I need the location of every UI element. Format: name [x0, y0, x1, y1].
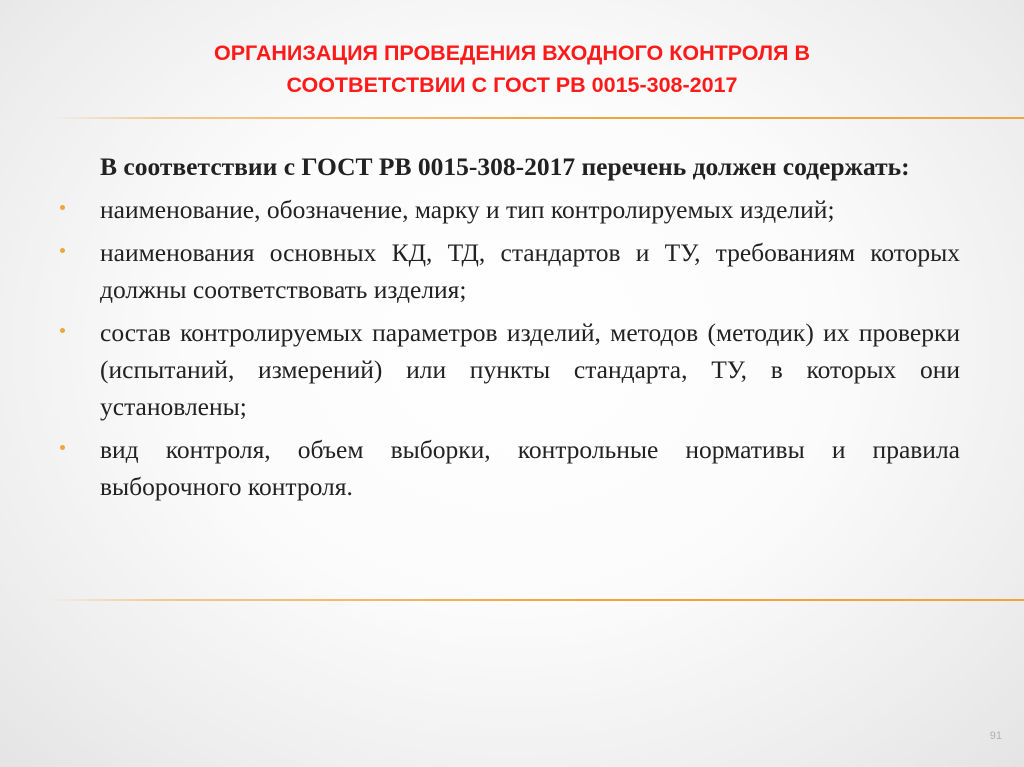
requirements-list	[60, 191, 960, 505]
list-item-text: наименования основных КД, ТД, стандартов и ТУ, требованиям которых должны соответствовать изделия;	[100, 238, 960, 304]
list-item	[60, 431, 960, 505]
page-number: 91	[989, 730, 1002, 742]
list-item	[60, 191, 960, 228]
list-item	[60, 234, 960, 308]
bullet-dot-icon	[60, 205, 65, 210]
list-item	[60, 314, 960, 425]
list-item-text: состав контролируемых параметров изделий, методов (методик) их проверки (испытаний, измерений) или пункты стандарта, ТУ, в которых они установлены;	[100, 318, 960, 421]
list-item-text: вид контроля, объем выборки, контрольные нормативы и правила выборочного контроля.	[100, 435, 960, 501]
bottom-divider	[48, 599, 1024, 601]
intro-paragraph: В соответствии с ГОСТ РВ 0015-308-2017 перечень должен содержать:	[100, 152, 910, 181]
slide-body	[60, 148, 960, 511]
slide-title-line-2: СООТВЕТСТВИИ С ГОСТ РВ 0015-308-2017	[286, 73, 738, 97]
bullet-dot-icon	[60, 248, 65, 253]
bullet-dot-icon	[60, 445, 65, 450]
list-item-text: наименование, обозначение, марку и тип контролируемых изделий;	[100, 195, 835, 224]
top-divider	[48, 117, 1024, 119]
slide-title-line-1: ОРГАНИЗАЦИЯ ПРОВЕДЕНИЯ ВХОДНОГО КОНТРОЛЯ В	[213, 41, 811, 65]
bullet-dot-icon	[60, 328, 65, 333]
slide-title	[60, 37, 964, 101]
